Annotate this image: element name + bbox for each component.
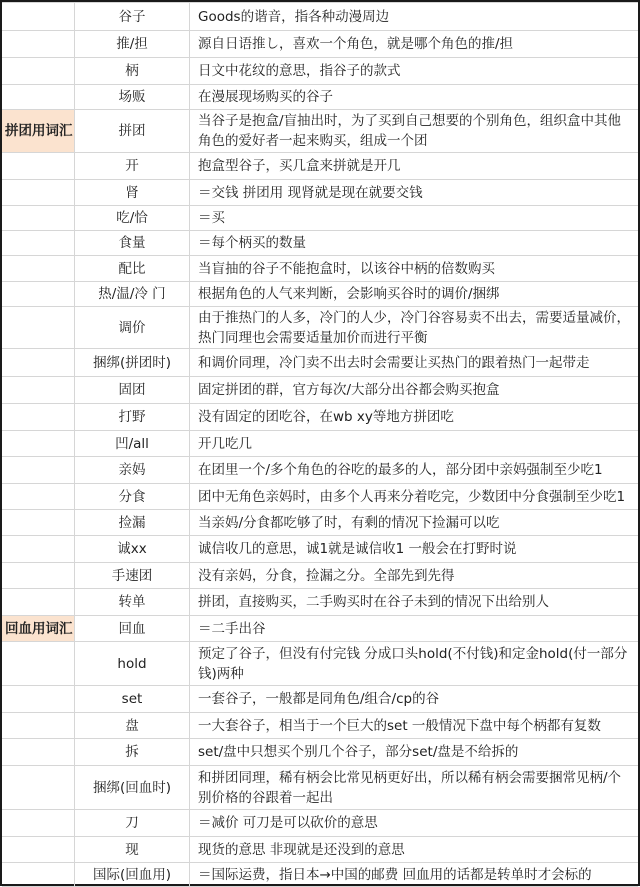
definition-cell: ＝二手出谷 xyxy=(190,616,639,642)
definition-cell: 现货的意思 非现就是还没到的意思 xyxy=(190,837,639,863)
glossary-table-body xyxy=(2,3,638,887)
term-cell: 固团 xyxy=(75,377,190,404)
definition-cell: 抱盒型谷子，买几盒来拼就是开几 xyxy=(190,153,639,180)
table-row-8 xyxy=(2,231,638,256)
term-cell: 肾 xyxy=(75,180,190,206)
category-label: 回血用词汇 xyxy=(2,616,75,642)
table-row-9 xyxy=(2,256,638,282)
table-row-2 xyxy=(2,58,638,85)
category-cell xyxy=(2,536,75,563)
definition-cell: Goods的谐音，指各种动漫周边 xyxy=(190,3,639,31)
category-cell xyxy=(2,863,75,887)
term-cell: 拆 xyxy=(75,739,190,766)
table-row-0 xyxy=(2,3,638,31)
category-cell xyxy=(2,810,75,837)
table-row-19 xyxy=(2,536,638,563)
definition-cell: 预定了谷子，但没有付完钱 分成口头hold(不付钱)和定金hold(付一部分钱)两种 xyxy=(190,642,639,686)
term-cell: set xyxy=(75,686,190,713)
category-cell xyxy=(2,85,75,110)
category-cell xyxy=(2,766,75,810)
category-cell xyxy=(2,431,75,457)
term-cell: 推/担 xyxy=(75,31,190,58)
category-cell xyxy=(2,837,75,863)
category-cell xyxy=(2,457,75,484)
table-row-25 xyxy=(2,713,638,739)
table-row-30 xyxy=(2,863,638,887)
definition-cell: 日文中花纹的意思，指谷子的款式 xyxy=(190,58,639,85)
table-row-1 xyxy=(2,31,638,58)
term-cell: 场贩 xyxy=(75,85,190,110)
table-row-11 xyxy=(2,307,638,349)
term-cell: hold xyxy=(75,642,190,686)
term-cell: 诚xx xyxy=(75,536,190,563)
category-cell xyxy=(2,642,75,686)
table-row-17 xyxy=(2,484,638,510)
category-cell xyxy=(2,404,75,431)
definition-cell: 在漫展现场购买的谷子 xyxy=(190,85,639,110)
category-cell xyxy=(2,282,75,307)
table-row-18 xyxy=(2,510,638,536)
table-row-7 xyxy=(2,206,638,231)
table-row-15 xyxy=(2,431,638,457)
glossary-table xyxy=(2,2,638,887)
definition-cell: 团中无角色亲妈时，由多个人再来分着吃完，少数团中分食强制至少吃1 xyxy=(190,484,639,510)
definition-cell: 一套谷子，一般都是同角色/组合/cp的谷 xyxy=(190,686,639,713)
table-row-10 xyxy=(2,282,638,307)
definition-cell: 拼团，直接购买，二手购买时在谷子未到的情况下出给别人 xyxy=(190,589,639,616)
category-cell xyxy=(2,231,75,256)
definition-cell: 根据角色的人气来判断，会影响买谷时的调价/捆绑 xyxy=(190,282,639,307)
category-cell xyxy=(2,307,75,349)
table-row-3 xyxy=(2,85,638,110)
term-cell: 分食 xyxy=(75,484,190,510)
table-row-4 xyxy=(2,110,638,153)
category-cell xyxy=(2,563,75,589)
category-cell xyxy=(2,510,75,536)
category-cell xyxy=(2,256,75,282)
definition-cell: 当谷子是抱盒/盲抽出时，为了买到自己想要的个别角色，组织盒中其他角色的爱好者一起来购买，组成一个团 xyxy=(190,110,639,153)
category-cell xyxy=(2,713,75,739)
category-cell xyxy=(2,3,75,31)
category-cell xyxy=(2,180,75,206)
definition-cell: 在团里一个/多个角色的谷吃的最多的人，部分团中亲妈强制至少吃1 xyxy=(190,457,639,484)
term-cell: 拼团 xyxy=(75,110,190,153)
table-row-5 xyxy=(2,153,638,180)
table-row-13 xyxy=(2,377,638,404)
term-cell: 亲妈 xyxy=(75,457,190,484)
term-cell: 食量 xyxy=(75,231,190,256)
term-cell: 热/温/冷 门 xyxy=(75,282,190,307)
definition-cell: 开几吃几 xyxy=(190,431,639,457)
definition-cell: ＝买 xyxy=(190,206,639,231)
category-cell xyxy=(2,58,75,85)
category-cell xyxy=(2,686,75,713)
table-row-20 xyxy=(2,563,638,589)
table-row-29 xyxy=(2,837,638,863)
category-cell xyxy=(2,153,75,180)
category-cell xyxy=(2,484,75,510)
table-row-6 xyxy=(2,180,638,206)
definition-cell: 当亲妈/分食都吃够了时，有剩的情况下捡漏可以吃 xyxy=(190,510,639,536)
definition-cell: 没有固定的团吃谷，在wb xy等地方拼团吃 xyxy=(190,404,639,431)
term-cell: 盘 xyxy=(75,713,190,739)
term-cell: 谷子 xyxy=(75,3,190,31)
term-cell: 回血 xyxy=(75,616,190,642)
term-cell: 配比 xyxy=(75,256,190,282)
term-cell: 现 xyxy=(75,837,190,863)
term-cell: 柄 xyxy=(75,58,190,85)
table-row-23 xyxy=(2,642,638,686)
definition-cell: 固定拼团的群，官方每次/大部分出谷都会购买抱盒 xyxy=(190,377,639,404)
definition-cell: ＝国际运费，指日本→中国的邮费 回血用的话都是转单时才会标的 xyxy=(190,863,639,887)
term-cell: 吃/恰 xyxy=(75,206,190,231)
table-row-22 xyxy=(2,616,638,642)
term-cell: 调价 xyxy=(75,307,190,349)
table-row-21 xyxy=(2,589,638,616)
table-row-16 xyxy=(2,457,638,484)
term-cell: 开 xyxy=(75,153,190,180)
category-cell xyxy=(2,31,75,58)
definition-cell: ＝交钱 拼团用 现肾就是现在就要交钱 xyxy=(190,180,639,206)
category-cell xyxy=(2,739,75,766)
definition-cell: 没有亲妈，分食，捡漏之分。全部先到先得 xyxy=(190,563,639,589)
category-cell xyxy=(2,349,75,377)
term-cell: 捡漏 xyxy=(75,510,190,536)
category-cell xyxy=(2,206,75,231)
term-cell: 手速团 xyxy=(75,563,190,589)
definition-cell: set/盘中只想买个别几个谷子，部分set/盘是不给拆的 xyxy=(190,739,639,766)
category-cell xyxy=(2,589,75,616)
table-row-27 xyxy=(2,766,638,810)
definition-cell: ＝减价 可刀是可以砍价的意思 xyxy=(190,810,639,837)
term-cell: 打野 xyxy=(75,404,190,431)
term-cell: 凹/all xyxy=(75,431,190,457)
category-cell xyxy=(2,377,75,404)
definition-cell: 源自日语推し，喜欢一个角色，就是哪个角色的推/担 xyxy=(190,31,639,58)
term-cell: 捆绑(回血时) xyxy=(75,766,190,810)
term-cell: 捆绑(拼团时) xyxy=(75,349,190,377)
definition-cell: 一大套谷子，相当于一个巨大的set 一般情况下盘中每个柄都有复数 xyxy=(190,713,639,739)
table-row-12 xyxy=(2,349,638,377)
term-cell: 国际(回血用) xyxy=(75,863,190,887)
definition-cell: 和拼团同理，稀有柄会比常见柄更好出，所以稀有柄会需要捆常见柄/个别价格的谷跟着一起出 xyxy=(190,766,639,810)
definition-cell: 和调价同理，冷门卖不出去时会需要让买热门的跟着热门一起带走 xyxy=(190,349,639,377)
term-cell: 刀 xyxy=(75,810,190,837)
definition-cell: ＝每个柄买的数量 xyxy=(190,231,639,256)
table-row-24 xyxy=(2,686,638,713)
table-row-26 xyxy=(2,739,638,766)
term-cell: 转单 xyxy=(75,589,190,616)
table-row-28 xyxy=(2,810,638,837)
category-label: 拼团用词汇 xyxy=(2,110,75,153)
table-row-14 xyxy=(2,404,638,431)
definition-cell: 当盲抽的谷子不能抱盒时，以该谷中柄的倍数购买 xyxy=(190,256,639,282)
definition-cell: 诚信收几的意思，诚1就是诚信收1 一般会在打野时说 xyxy=(190,536,639,563)
definition-cell: 由于推热门的人多，冷门的人少，冷门谷容易卖不出去，需要适量减价，热门同理也会需要适量加价而进行平衡 xyxy=(190,307,639,349)
